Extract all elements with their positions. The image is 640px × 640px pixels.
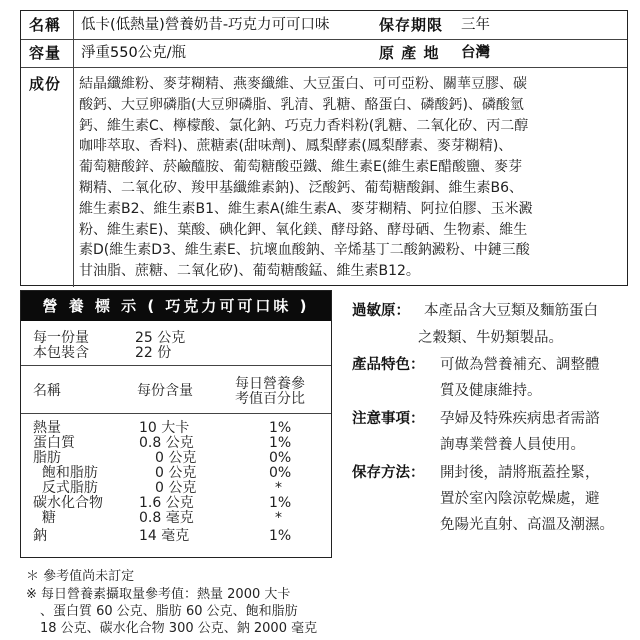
nutrient-amount: 0 公克 (155, 465, 197, 481)
nutrient-amount: 0.8 毫克 (139, 510, 194, 526)
name-label: 名稱 (29, 16, 62, 34)
nutrient-dv: 0% (269, 450, 292, 466)
nutrient-dv: 1% (269, 420, 292, 436)
serving-size-label: 每一份量 (33, 330, 89, 346)
ingredients-line: 甘油脂、蔗糖、二氧化矽)、葡萄糖酸錳、維生素B12。 (79, 263, 420, 280)
shelf-life-label: 保存期限 (379, 16, 444, 34)
nutrient-dv: 1% (269, 528, 292, 544)
nutrient-dv: 0% (269, 465, 292, 481)
nutrient-amount: 0 公克 (155, 450, 197, 466)
allergen-line: 之穀類、牛奶類製品。 (418, 330, 563, 346)
ingredients-line: 葡萄糖酸鋅、菸鹼醯胺、葡萄糖酸亞鐵、維生素E(維生素E醋酸鹽、麥芽 (79, 159, 523, 176)
ingredients-line: 咖啡萃取、香料)、蔗糖素(甜味劑)、鳳梨酵素(鳳梨酵素、麥芽糊精)、 (79, 138, 513, 155)
caution-label: 注意事項： (352, 411, 425, 427)
origin-value: 台灣 (461, 45, 490, 61)
storage-line: 開封後，請將瓶蓋拴緊， (440, 465, 600, 481)
nutrient-dv: * (275, 510, 282, 526)
nutrient-name: 熱量 (33, 420, 61, 436)
servings-per-pack-label: 本包裝含 (33, 345, 89, 361)
nutrient-name: 蛋白質 (33, 435, 75, 451)
ingredients-line: 糊精、二氧化矽、羧甲基纖維素鈉)、泛酸鈣、葡萄糖酸銅、維生素B6、 (79, 179, 523, 196)
nutrient-name: 反式脂肪 (33, 480, 98, 496)
nutrient-name: 飽和脂肪 (33, 465, 98, 481)
volume-value: 淨重550公克/瓶 (81, 45, 187, 61)
ingredients-line: 粉、維生素E)、葉酸、碘化鉀、氧化鎂、酵母鉻、酵母硒、生物素、維生 (79, 221, 528, 238)
nutrient-name: 脂肪 (33, 450, 61, 466)
feature-line: 質及健康維持。 (440, 383, 542, 399)
ingredients-label: 成份 (29, 75, 62, 93)
ingredients-line: 結晶纖維粉、麥芽糊精、燕麥纖維、大豆蛋白、可可亞粉、關華豆膠、碳 (79, 76, 527, 92)
nutrition-facts-panel (20, 290, 332, 558)
product-info-table (20, 10, 628, 286)
column-dv-header-line2: 考值百分比 (235, 391, 305, 407)
caution-line: 詢專業營養人員使用。 (440, 437, 585, 453)
shelf-life-value: 三年 (461, 17, 490, 33)
column-name-header: 名稱 (33, 383, 61, 399)
nutrient-dv: 1% (269, 435, 292, 451)
nutrient-amount: 10 大卡 (139, 420, 190, 436)
nutrient-dv: 1% (269, 495, 292, 511)
feature-label: 產品特色： (352, 357, 425, 373)
caution-line: 孕婦及特殊疾病患者需諮 (440, 411, 600, 427)
footnote-line: 、蛋白質 60 公克、脂肪 60 公克、飽和脂肪 (40, 604, 298, 619)
ingredients-line: 維生素B2、維生素B1、維生素A(維生素A、麥芽糊精、阿拉伯膠、玉米澱 (79, 200, 533, 217)
column-dv-header-line1: 每日營養參 (235, 376, 305, 392)
footnote-line: ＊ 參考值尚未訂定 (26, 569, 135, 584)
panel-divider (21, 365, 331, 366)
serving-size-value: 25 公克 (135, 330, 186, 346)
column-amount-header: 每份含量 (137, 383, 193, 399)
nutrient-name: 糖 (33, 510, 56, 526)
storage-label: 保存方法： (352, 465, 425, 481)
column-divider (73, 11, 74, 287)
ingredients-text (79, 74, 625, 282)
ingredients-line: 素D(維生素D3、維生素E、抗壞血酸鈉、辛烯基丁二酸鈉澱粉、中鏈三酸 (79, 242, 530, 259)
footnote-line: 18 公克、碳水化合物 300 公克、鈉 2000 毫克 (40, 621, 318, 636)
nutrient-name: 鈉 (33, 528, 47, 544)
nutrient-dv: * (275, 480, 282, 496)
allergen-label: 過敏原： (352, 303, 410, 319)
panel-divider (21, 413, 331, 414)
nutrient-amount: 0.8 公克 (139, 435, 194, 451)
nutrient-amount: 0 公克 (155, 480, 197, 496)
allergen-line: 本產品含大豆類及麵筋蛋白 (424, 303, 598, 319)
servings-per-pack-value: 22 份 (135, 345, 172, 361)
nutrition-title: 營 養 標 示 ( 巧克力可可口味 ) (21, 291, 331, 321)
origin-label: 原 產 地 (379, 44, 440, 62)
volume-label: 容量 (29, 44, 62, 62)
row-divider (21, 39, 627, 40)
feature-line: 可做為營養補充、調整體 (440, 357, 600, 373)
nutrient-name: 碳水化合物 (33, 495, 103, 511)
ingredients-line: 酸鈣、大豆卵磷脂(大豆卵磷脂、乳清、乳糖、酪蛋白、磷酸鈣)、磷酸氫 (79, 96, 524, 113)
nutrient-amount: 1.6 公克 (139, 495, 194, 511)
nutrient-amount: 14 毫克 (139, 528, 190, 544)
storage-line: 免陽光直射、高溫及潮濕。 (440, 517, 614, 533)
footnote-line: ※ 每日營養素攝取量參考值：熱量 2000 大卡 (26, 587, 291, 602)
row-divider (21, 67, 627, 68)
storage-line: 置於室內陰涼乾燥處，避 (440, 491, 600, 507)
product-name: 低卡(低熱量)營養奶昔-巧克力可可口味 (81, 17, 330, 33)
ingredients-line: 鈣、維生素C、檸檬酸、氯化鈉、巧克力香料粉(乳糖、二氧化矽、丙二醇 (79, 117, 529, 134)
